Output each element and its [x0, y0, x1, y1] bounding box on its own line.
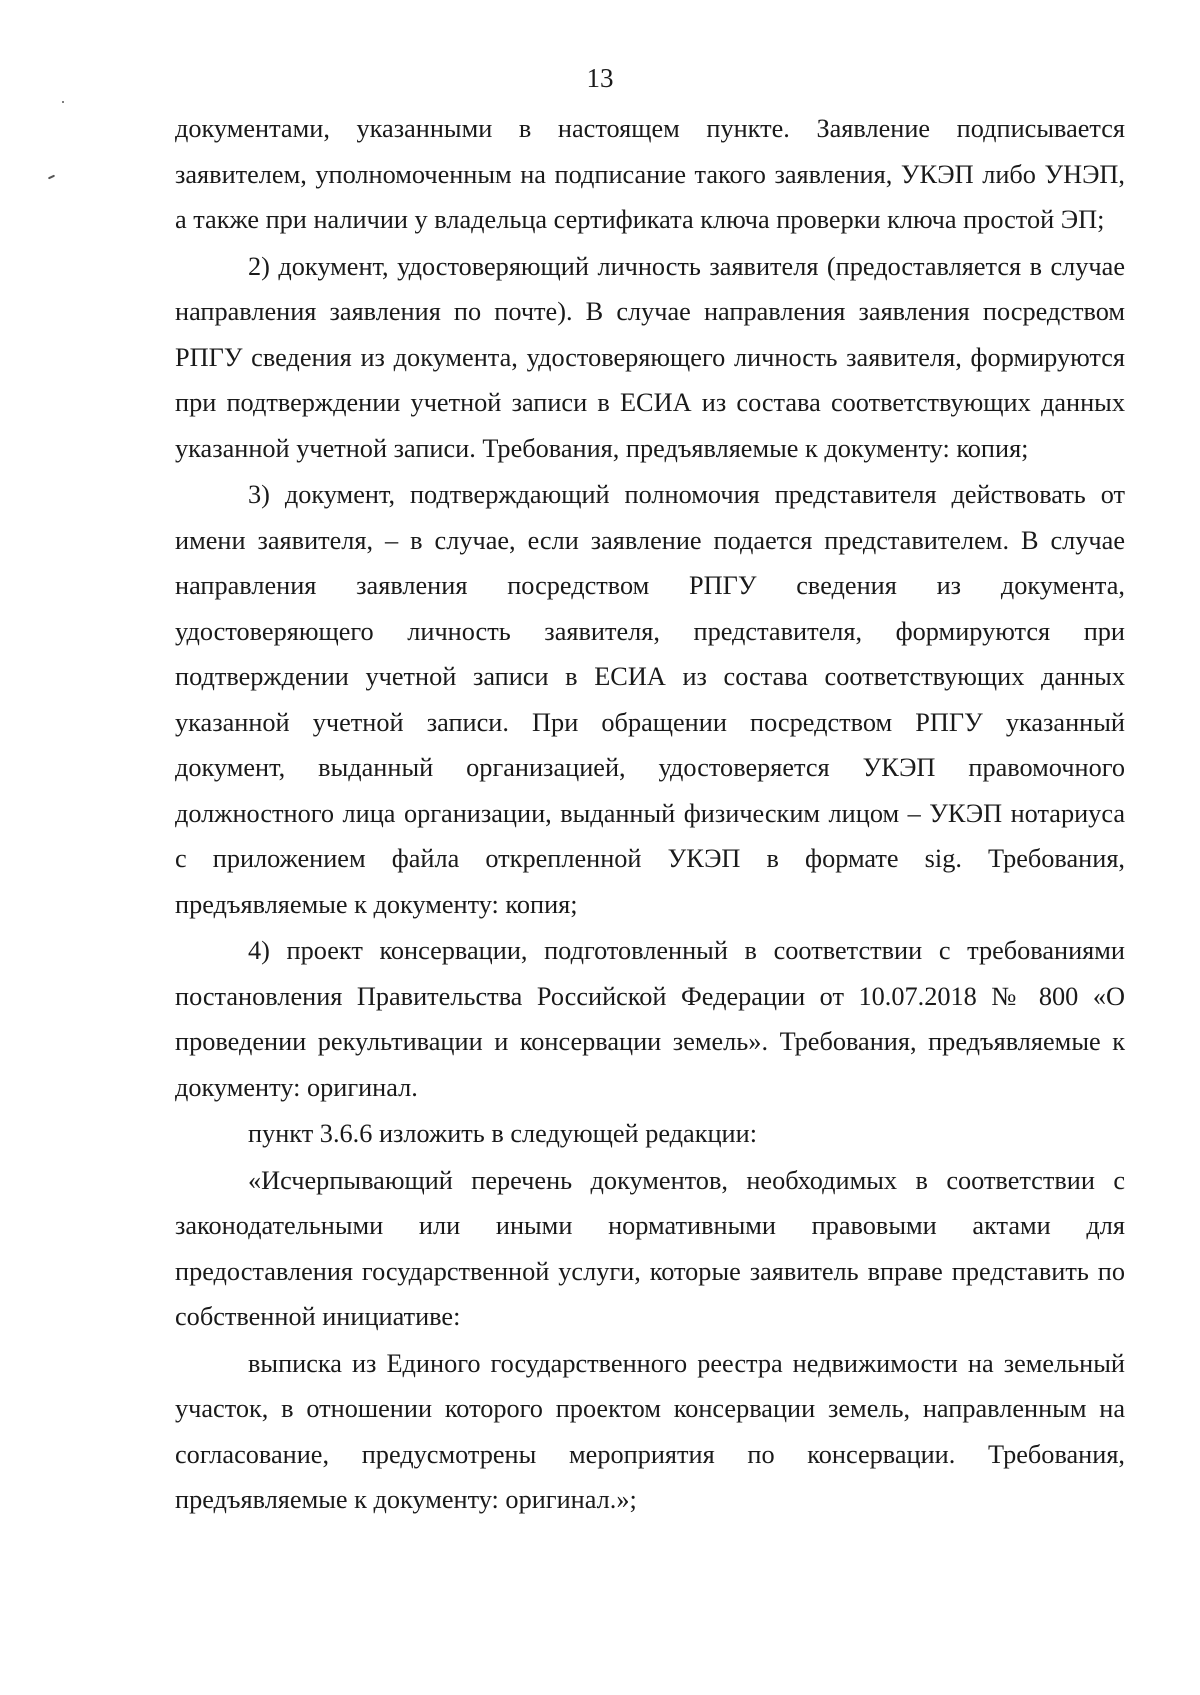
paragraph-extract-item: выписка из Единого государственного реестра недвижимости на земельный участок, в отношении которого проектом консервации земель, направленным на согласование, предусмотрены мероприятия по консервации. Требования, предъявляемые к документу: оригинал.»;: [175, 1348, 1125, 1514]
document-body: [175, 106, 1125, 1523]
paragraph-amendment-text: «Исчерпывающий перечень документов, необходимых в соответствии с законодательными или иными нормативными правовыми актами для предоставления государственной услуги, которые заявитель вправе представить по собственной инициативе:: [175, 1165, 1125, 1331]
page-number: 13: [586, 63, 614, 93]
paragraph-continuation: документами, указанными в настоящем пункте. Заявление подписывается заявителем, уполномоченным на подписание такого заявления, УКЭП либо УНЭП, а также при наличии у владельца сертификата ключа проверки ключа простой ЭП;: [175, 114, 1125, 234]
scan-dot: [62, 101, 64, 103]
paragraph-item-4: 4) проект консервации, подготовленный в соответствии с требованиями постановления Правительства Российской Федерации от 10.07.2018 № 800 «О проведении рекультивации и консервации земель». Требования, предъявляемые к документу: оригинал.: [175, 936, 1125, 1102]
paragraph-item-2: 2) документ, удостоверяющий личность заявителя (предоставляется в случае направления заявления по почте). В случае направления заявления посредством РПГУ сведения из документа, удостоверяющего личность заявителя, формируются при подтверждении учетной записи в ЕСИА из состава соответствующих данных указанной учетной записи. Требования, предъявляемые к документу: копия;: [175, 251, 1125, 463]
scan-dash: [48, 175, 55, 180]
paragraph-item-3: 3) документ, подтверждающий полномочия представителя действовать от имени заявителя, – в случае, если заявление подается представителем. В случае направления заявления посредством РПГУ сведения из документа, удостоверяющего личность заявителя, представителя, формируются при подтверждении учетной записи в ЕСИА из состава соответствующих данных указанной учетной записи. При обращении посредством РПГУ указанный документ, выданный организацией, удостоверяется УКЭП правомочного должностного лица организации, выданный физическим лицом – УКЭП нотариуса с приложением файла открепленной УКЭП в формате sig. Требования, предъявляемые к документу: копия;: [175, 480, 1125, 919]
paragraph-amendment-intro: пункт 3.6.6 изложить в следующей редакции:: [248, 1119, 758, 1148]
